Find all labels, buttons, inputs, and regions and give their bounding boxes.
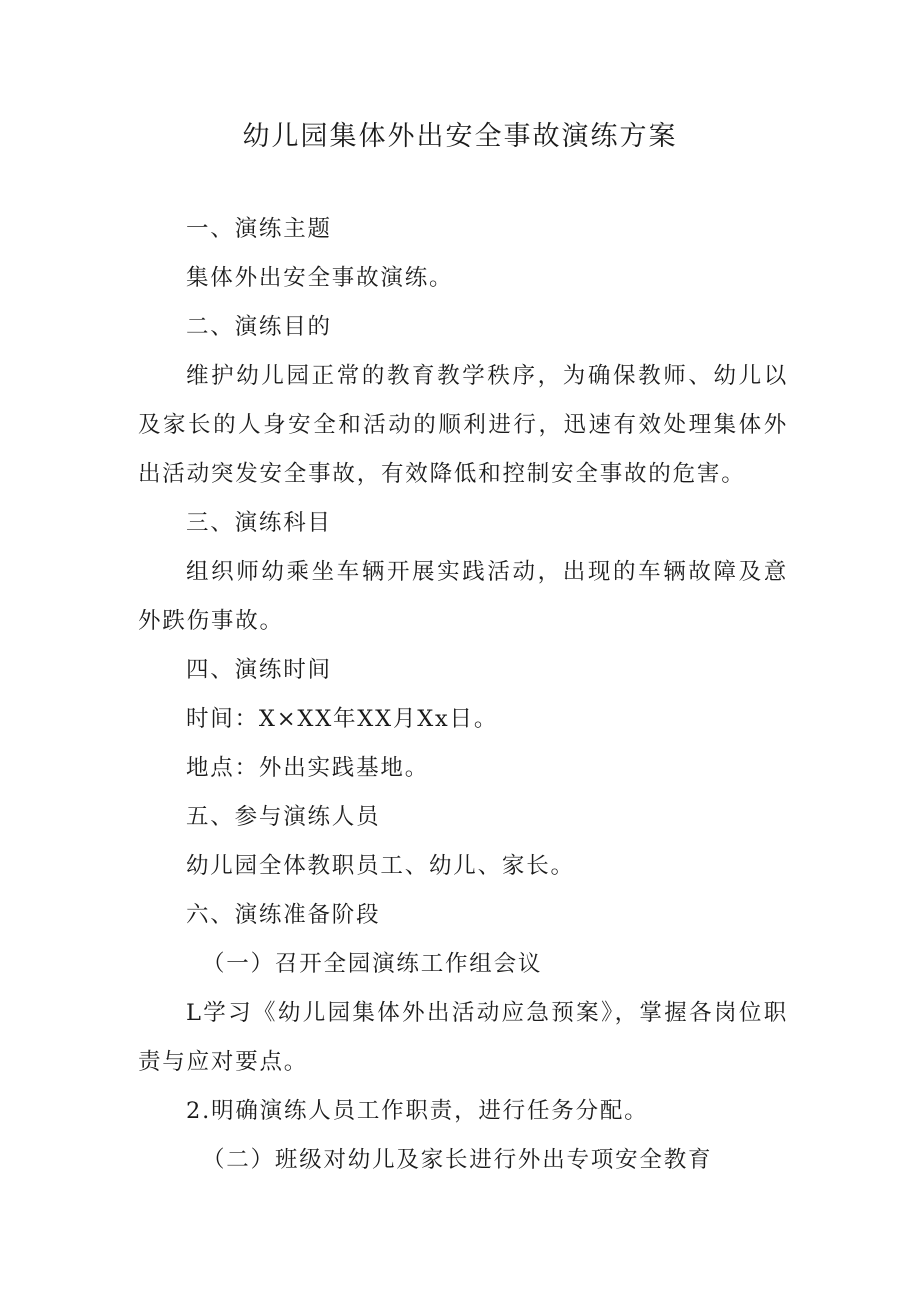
paragraph-theme: 集体外出安全事故演练。 [186, 265, 454, 291]
paragraph-time: 时间：X×XX年XX月Xx日。 [186, 706, 499, 732]
subsection-heading-safety-education: （二）班级对幼儿及家长进行外出专项安全教育 [202, 1147, 713, 1173]
paragraph-subject: 组织师幼乘坐车辆开展实践活动，出现的车辆故障及意外跌伤事故。 [138, 559, 788, 634]
section-heading-time: 四、演练时间 [186, 657, 332, 683]
subsection-heading-meeting: （一）召开全园演练工作组会议 [202, 951, 543, 977]
section-heading-theme: 一、演练主题 [186, 216, 332, 242]
document-title: 幼儿园集体外出安全事故演练方案 [242, 121, 678, 152]
section-heading-participants: 五、参与演练人员 [186, 804, 381, 830]
section-heading-preparation: 六、演练准备阶段 [186, 902, 381, 928]
paragraph-study-plan: L学习《幼儿园集体外出活动应急预案》，掌握各岗位职责与应对要点。 [138, 1000, 788, 1075]
section-heading-subject: 三、演练科目 [186, 510, 332, 536]
paragraph-assign-duties: 2.明确演练人员工作职责，进行任务分配。 [186, 1098, 649, 1124]
paragraph-purpose: 维护幼儿园正常的教育教学秩序，为确保教师、幼儿以及家长的人身安全和活动的顺利进行，迅速有效处理集体外出活动突发安全事故，有效降低和控制安全事故的危害。 [138, 363, 788, 487]
paragraph-location: 地点：外出实践基地。 [186, 755, 430, 781]
paragraph-participants: 幼儿园全体教职员工、幼儿、家长。 [186, 853, 575, 879]
section-heading-purpose: 二、演练目的 [186, 314, 332, 340]
document-body [138, 205, 788, 1185]
